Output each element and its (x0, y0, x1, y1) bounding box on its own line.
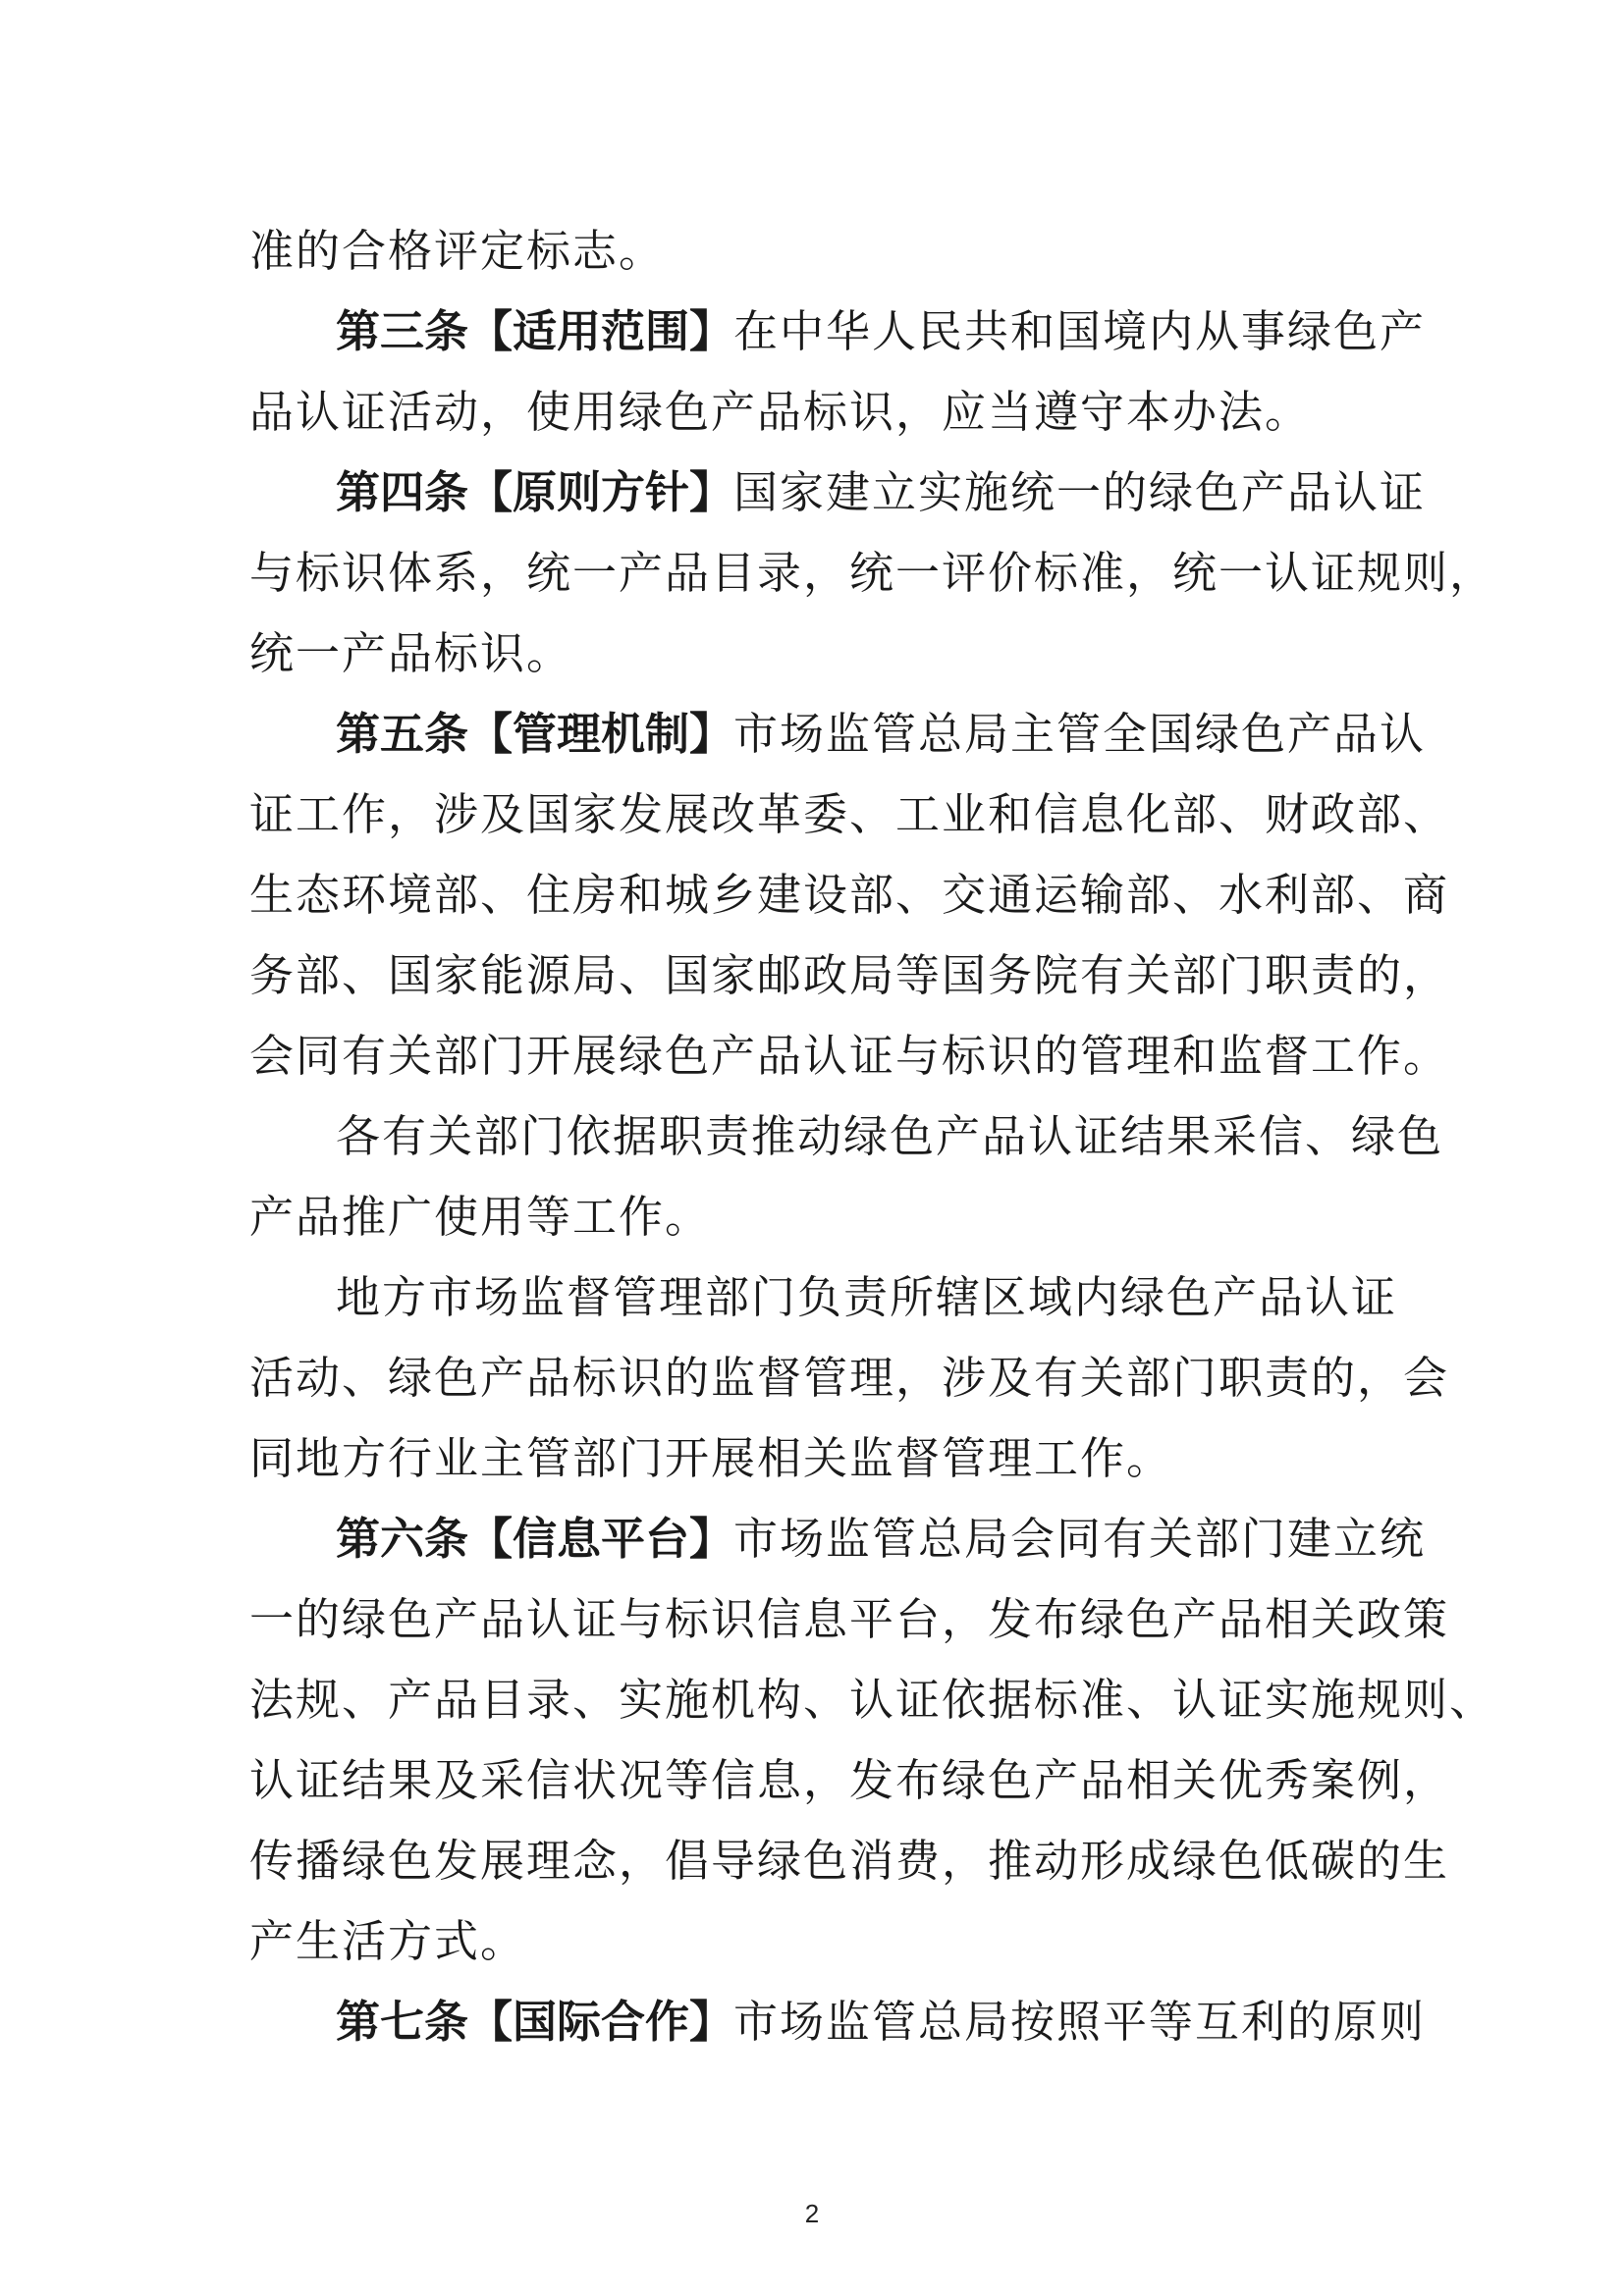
text-line: 一的绿色产品认证与标识信息平台，发布绿色产品相关政策 (249, 1593, 1450, 1645)
article-6-line-1: 第六条【信息平台】市场监管总局会同有关部门建立统 (336, 1513, 1427, 1565)
text-line: 产品推广使用等工作。 (249, 1191, 712, 1243)
text-line: 法规、产品目录、实施机构、认证依据标准、认证实施规则、 (249, 1674, 1496, 1726)
article-7-line-1: 第七条【国际合作】市场监管总局按照平等互利的原则 (336, 1996, 1427, 2048)
paragraph-line: 地方市场监督管理部门负责所辖区域内绿色产品认证 (336, 1271, 1398, 1323)
page-number: 2 (804, 2199, 820, 2228)
paragraph-line: 各有关部门依据职责推动绿色产品认证结果采信、绿色 (336, 1110, 1444, 1162)
text-line: 准的合格评定标志。 (249, 225, 666, 277)
article-heading: 第三条【适用范围】 (336, 305, 734, 357)
text-line: 与标识体系，统一产品目录，统一评价标准，统一认证规则， (249, 547, 1496, 599)
text-line: 产生活方式。 (249, 1915, 527, 1967)
text-line: 证工作，涉及国家发展改革委、工业和信息化部、财政部、 (249, 788, 1450, 840)
text-line: 活动、绿色产品标识的监督管理，涉及有关部门职责的，会 (249, 1352, 1450, 1404)
text-line: 同地方行业主管部门开展相关监督管理工作。 (249, 1432, 1173, 1484)
article-5-line-1: 第五条【管理机制】市场监管总局主管全国绿色产品认 (336, 708, 1427, 760)
text-line: 务部、国家能源局、国家邮政局等国务院有关部门职责的， (249, 949, 1450, 1001)
article-heading: 第七条【国际合作】 (336, 1996, 734, 2048)
article-heading: 第六条【信息平台】 (336, 1513, 734, 1565)
text-line: 会同有关部门开展绿色产品认证与标识的管理和监督工作。 (249, 1030, 1450, 1082)
text-line: 品认证活动，使用绿色产品标识，应当遵守本办法。 (249, 386, 1312, 438)
text-line: 传播绿色发展理念，倡导绿色消费，推动形成绿色低碳的生 (249, 1835, 1450, 1887)
article-3-line-1: 第三条【适用范围】在中华人民共和国境内从事绿色产 (336, 305, 1427, 357)
document-body (249, 211, 1496, 2062)
article-heading: 第四条【原则方针】 (336, 466, 734, 518)
article-heading: 第五条【管理机制】 (336, 708, 734, 760)
text-line: 生态环境部、住房和城乡建设部、交通运输部、水利部、商 (249, 869, 1450, 921)
article-4-line-1: 第四条【原则方针】国家建立实施统一的绿色产品认证 (336, 466, 1427, 518)
text-line: 统一产品标识。 (249, 627, 573, 679)
text-line: 认证结果及采信状况等信息，发布绿色产品相关优秀案例， (249, 1754, 1450, 1806)
